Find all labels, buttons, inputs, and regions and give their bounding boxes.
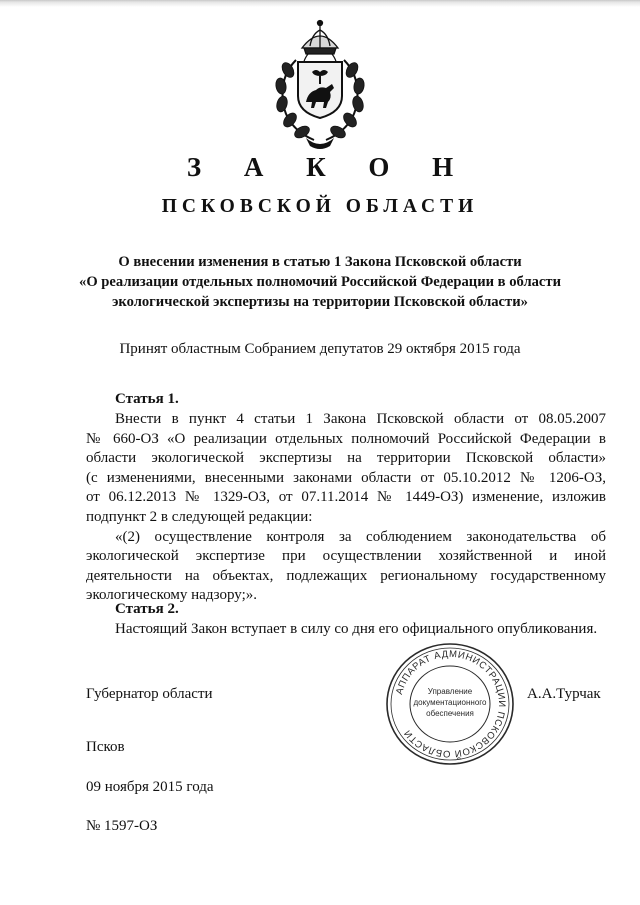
article-1-line: (с изменениями, внесенными законами области от 05.10.2012 № 1206-ОЗ,	[86, 469, 606, 486]
article-1-title: Статья 1.	[115, 391, 179, 407]
article-2-title: Статья 2.	[115, 601, 179, 617]
article-2-line: Настоящий Закон вступает в силу со дня его официального опубликования.	[115, 621, 598, 637]
article-1-quote-line: экологической экспертизе при осуществлении хозяйственной и иной	[86, 548, 606, 565]
law-subtitle: ПСКОВСКОЙ ОБЛАСТИ	[161, 196, 479, 217]
adoption-note: Принят областным Собранием депутатов 29 октября 2015 года	[119, 341, 521, 357]
law-title: З А К О Н	[186, 152, 472, 182]
heading-line: О внесении изменения в статью 1 Закона Псковской области	[118, 254, 522, 270]
shield-icon	[298, 62, 342, 118]
article-1-line: Внести в пункт 4 статьи 1 Закона Псковской области от 08.05.2007	[115, 411, 606, 427]
article-1-line: № 660-ОЗ «О реализации отдельных полномочий Российской Федерации в	[86, 430, 606, 447]
stamp-inner-line: Управление	[427, 687, 473, 696]
official-stamp	[384, 641, 516, 767]
article-1-line: области экологической экспертизы на территории Псковской области»	[86, 450, 606, 467]
law-number: № 1597-ОЗ	[86, 818, 158, 834]
article-1-quote-line: деятельности на объектах, подлежащих региональному государственному	[86, 567, 606, 584]
stamp-inner-line: обеспечения	[426, 709, 474, 718]
heading-line: экологической экспертизы на территории Псковской области»	[112, 294, 528, 310]
governor-label: Губернатор области	[86, 686, 213, 702]
stamp-inner-line: документационного	[413, 698, 487, 707]
coat-of-arms-emblem	[268, 18, 372, 152]
article-1-quote-line: экологическому надзору;».	[86, 587, 258, 604]
city: Псков	[86, 739, 125, 755]
law-heading	[60, 252, 580, 312]
article-1-quote-line: «(2) осуществление контроля за соблюдением законодательства об	[115, 528, 606, 545]
article-1-line: подпункт 2 в следующей редакции:	[86, 508, 313, 525]
article-2-body	[86, 620, 606, 640]
stamp-ring-text: АППАРАТ АДМИНИСТРАЦИИ ПСКОВСКОЙ ОБЛАСТИ	[394, 648, 508, 760]
crown-icon	[302, 21, 338, 55]
scan-edge-artifact	[0, 0, 640, 7]
governor-name: А.А.Турчак	[527, 686, 601, 702]
signing-date: 09 ноября 2015 года	[86, 779, 214, 795]
heading-line: «О реализации отдельных полномочий Российской Федерации в области	[79, 274, 561, 290]
article-1-body	[86, 410, 606, 606]
article-1-line: от 06.12.2013 № 1329-ОЗ, от 07.11.2014 № 1449-ОЗ) изменение, изложив	[86, 489, 606, 506]
